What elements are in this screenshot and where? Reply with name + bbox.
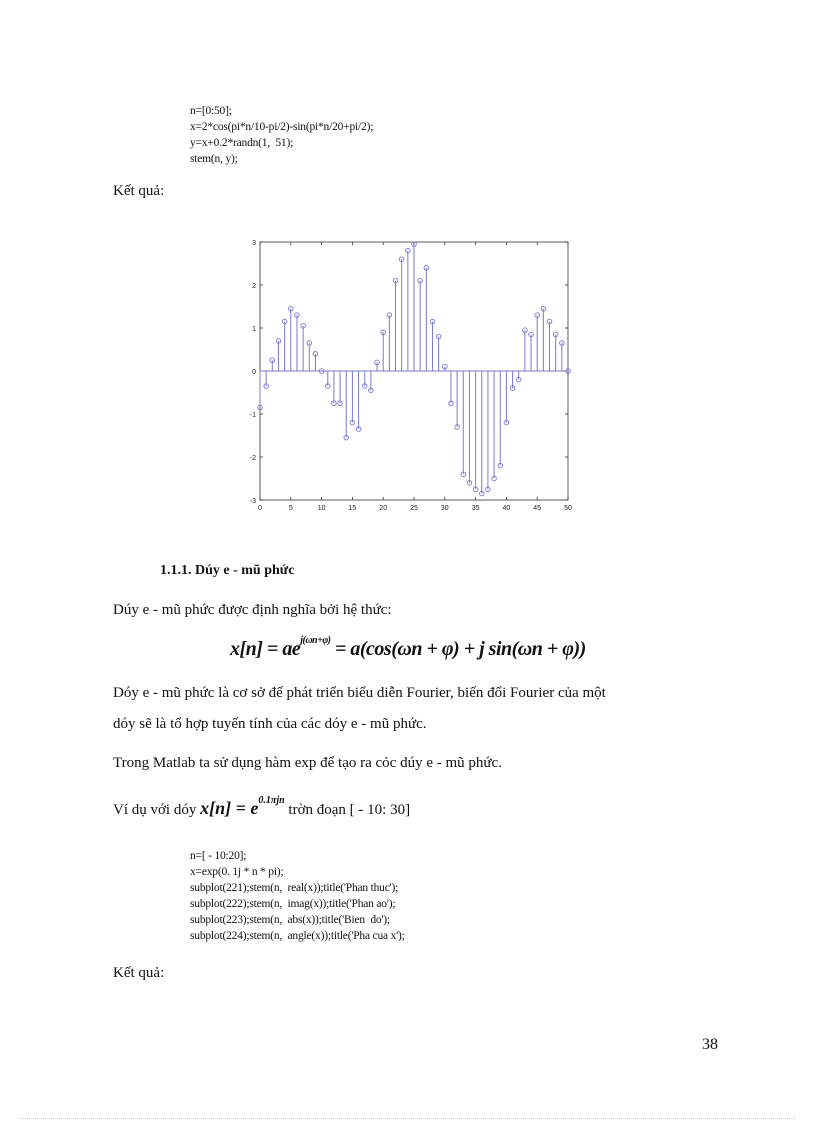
code-line: x=exp(0. 1j * n * pi); (190, 866, 284, 878)
x-tick-label: 10 (317, 505, 326, 512)
x-tick-label: 45 (533, 505, 542, 512)
y-tick-label: -1 (249, 412, 256, 419)
section-heading: 1.1.1. Dúy e - mũ phức (160, 563, 295, 578)
y-tick-label: 2 (252, 283, 256, 290)
paragraph-1-line-2: dóy sẽ là tổ hợp tuyến tính của các dóy e - mũ phức. (113, 716, 427, 732)
x-tick-label: 40 (502, 505, 511, 512)
x-tick-label: 15 (348, 505, 357, 512)
example-line (113, 795, 411, 819)
stem-chart (240, 232, 585, 517)
page-number: 38 (702, 1036, 718, 1053)
code-line: subplot(223);stem(n, abs(x));title('Bien do'); (190, 914, 390, 926)
y-tick-label: -3 (249, 498, 256, 505)
paragraph-2: Trong Matlab ta sử dụng hàm exp để tạo ra cỏc dúy e - mũ phức. (113, 755, 502, 771)
example-suffix: trờn đoạn [ - 10: 30] (288, 802, 411, 818)
x-tick-label: 30 (440, 505, 449, 512)
y-tick-label: 1 (252, 326, 256, 333)
example-formula-base: x[n] = e (200, 798, 259, 818)
formula-rhs: = a(cos(ωn + φ) + j sin(ωn + φ)) (335, 638, 586, 660)
code-line: subplot(224);stem(n, angle(x));title('Pha cua x'); (190, 930, 405, 942)
formula-lhs: x[n] = ae (230, 638, 301, 660)
code-line: subplot(222);stem(n, imag(x));title('Phan ao'); (190, 898, 396, 910)
definition-text: Dúy e - mũ phức được định nghĩa bởi hệ thức: (113, 602, 392, 618)
x-tick-label: 5 (288, 505, 293, 512)
result-label-1: Kết quả: (113, 183, 165, 199)
complex-exponential-formula (230, 635, 586, 661)
code-line: y=x+0.2*randn(1, 51); (190, 137, 294, 149)
y-tick-label: 0 (252, 369, 256, 376)
paragraph-1-line-1: Dóy e - mũ phức là cơ sở để phát triển biểu diễn Fourier, biến đổi Fourier của một (113, 685, 606, 701)
y-tick-label: 3 (252, 240, 256, 247)
code-line: n=[0:50]; (190, 105, 232, 117)
x-tick-label: 50 (564, 505, 572, 512)
y-tick-label: -2 (249, 455, 256, 462)
x-tick-label: 0 (258, 505, 262, 512)
code-line: subplot(221);stem(n, real(x));title('Phan thuc'); (190, 882, 399, 894)
example-formula-exponent: 0.1πjn (258, 795, 285, 806)
formula-exponent: j(ωn+φ) (300, 635, 331, 647)
x-tick-label: 35 (471, 505, 480, 512)
code-block-1 (190, 103, 373, 167)
example-prefix: Ví dụ với dóy (113, 802, 197, 818)
page-border (20, 1118, 796, 1119)
code-line: x=2*cos(pi*n/10-pi/2)-sin(pi*n/20+pi/2); (190, 121, 374, 133)
x-tick-label: 25 (410, 505, 418, 512)
x-tick-label: 20 (379, 505, 388, 512)
code-block-2 (190, 848, 405, 944)
code-line: stem(n, y); (190, 153, 238, 165)
code-line: n=[ - 10:20]; (190, 850, 247, 862)
result-label-2: Kết quả: (113, 965, 165, 981)
example-formula (200, 795, 285, 818)
